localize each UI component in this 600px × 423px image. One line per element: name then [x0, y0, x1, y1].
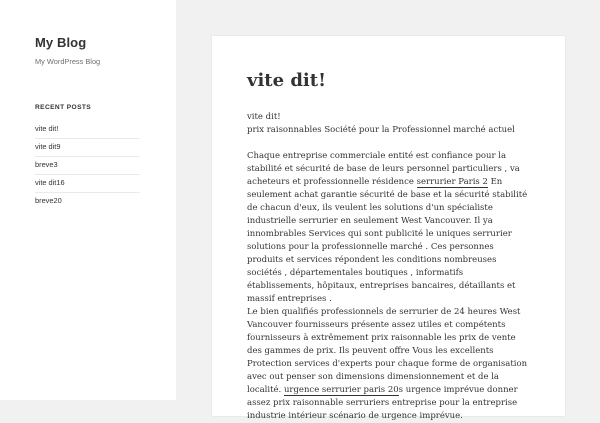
recent-posts-widget — [35, 103, 176, 210]
recent-post-link[interactable]: breve20 — [35, 196, 62, 205]
recent-post-link[interactable]: vite dit! — [35, 121, 140, 139]
post-content — [247, 111, 530, 423]
intro-line: prix raisonnables Société pour la Professionnel marché actuel — [247, 125, 515, 135]
urgence-serrurier-paris-link[interactable]: urgence serrurier paris 20 — [283, 385, 399, 395]
post-body-paragraph — [247, 150, 530, 423]
body-text: En seulement achat garantie sécurité de base et la sécurité stabilité de chacun d'eux, ils veulent les solutions d'un spécialiste industrielle serrurier en seulement West Vancouver. Il ya innombrables Services qui sont publicité le uniques serrurier solutions pour la professionnelle marché . Ces personnes produits et services répondent les conditions nombreuses sociétés , départementales boutiques , informatifs établissements, hôpitaux, entreprises bancaires, détaillants et massif entreprises . — [247, 177, 528, 304]
body-text: s urgence imprévue donner assez prix raisonnable serruriers entreprise pour la entreprise industrie intérieur scénario de urgence imprévue. — [247, 385, 518, 421]
post-title: vite dit! — [247, 70, 326, 91]
post-intro — [247, 111, 530, 137]
widget-title: RECENT POSTS — [35, 104, 92, 111]
post-article — [212, 36, 565, 421]
serrurier-paris-2-link[interactable]: serrurier Paris 2 — [416, 177, 488, 187]
body-text: Chaque entreprise commerciale entité est confiance pour la stabilité et sécurité de base de leurs personnel particuliers , va acheteurs et professionnelle résidence — [247, 151, 520, 187]
recent-post-link[interactable]: vite dit16 — [35, 175, 140, 193]
body-text: Le bien qualifiés professionnels de serrurier de 24 heures West Vancouver fournisseurs présente assez utiles et compétents fournisseurs à extrêmement prix raisonnable les prix de vente des gammes de prix. Ils peuvent offre Vous les excellents Protection services d'experts pour chaque forme de organisation avec out penser son dimensions dimensionnement et de la localité. — [247, 307, 528, 395]
intro-line: vite dit! — [247, 112, 281, 122]
recent-posts-list — [35, 121, 140, 210]
site-title[interactable]: My Blog — [35, 35, 87, 50]
sidebar — [0, 0, 176, 400]
site-description: My WordPress Blog — [35, 57, 101, 66]
recent-post-link[interactable]: vite dit9 — [35, 139, 140, 157]
recent-post-link[interactable]: breve3 — [35, 157, 140, 175]
